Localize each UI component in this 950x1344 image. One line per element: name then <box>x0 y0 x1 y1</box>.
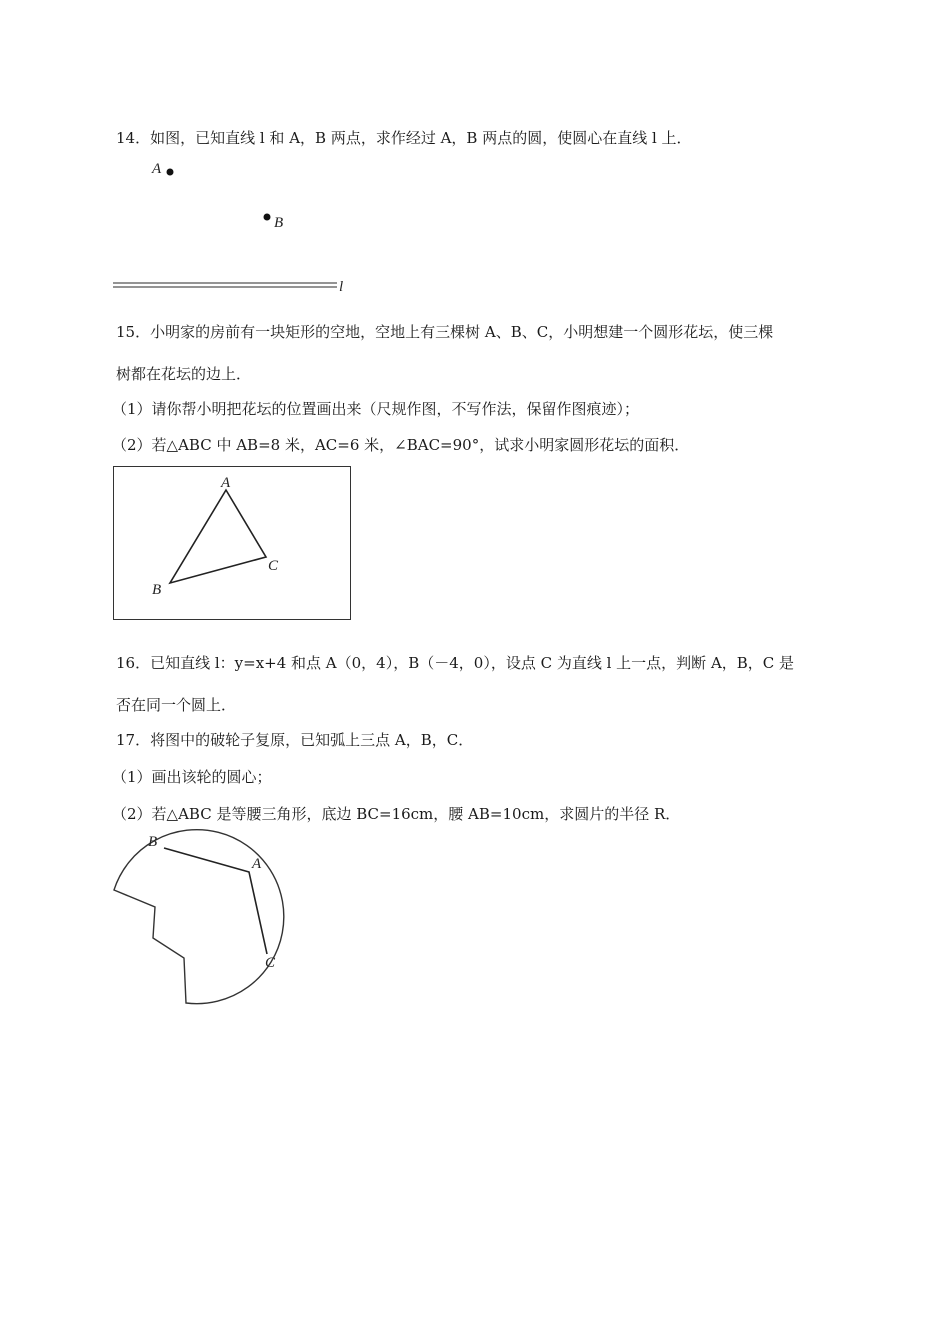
point-b-label: B <box>274 215 284 231</box>
line-l-label: l <box>339 279 344 295</box>
problem-15-figure <box>113 466 352 621</box>
problem-14-figure <box>110 155 360 300</box>
problem-15-text-line2: 树都在花坛的边上． <box>116 365 252 383</box>
problem-15-text-line1: 15．小明家的房前有一块矩形的空地，空地上有三棵树 A、B、C，小明想建一个圆形花坛，使三棵 <box>116 323 774 341</box>
problem-17-part2: （2）若△ABC 是等腰三角形，底边 BC=16cm，腰 AB=10cm，求圆片的半径 R． <box>112 805 681 823</box>
point-b-label: B <box>148 834 158 850</box>
problem-16-text-line2: 否在同一个圆上． <box>116 696 237 714</box>
empty-lot-rectangle <box>114 467 351 620</box>
problem-17-part1: （1）画出该轮的圆心； <box>112 768 272 786</box>
vertex-b-label: B <box>152 582 162 598</box>
problem-16-text-line1: 16．已知直线 l：y=x+4 和点 A（0，4），B（－4，0），设点 C 为直线 l 上一点，判断 A，B，C 是 <box>116 654 795 672</box>
vertex-c-label: C <box>268 558 279 574</box>
point-a-label: A <box>152 161 162 177</box>
point-a-dot <box>167 169 174 176</box>
problem-14-text: 14．如图，已知直线 l 和 A，B 两点，求作经过 A，B 两点的圆，使圆心在直线 l 上． <box>116 129 692 147</box>
triangle-abc <box>170 490 266 583</box>
problem-15-part2: （2）若△ABC 中 AB=8 米，AC=6 米，∠BAC=90°，试求小明家圆形花坛的面积． <box>112 436 690 454</box>
problem-17-figure <box>110 828 300 1008</box>
vertex-a-label: A <box>221 475 231 491</box>
point-c-label: C <box>265 955 276 971</box>
point-b-dot <box>264 214 271 221</box>
problem-15-part1: （1）请你帮小明把花坛的位置画出来（尺规作图，不写作法，保留作图痕迹）； <box>112 400 640 418</box>
problem-17-text: 17．将图中的破轮子复原，已知弧上三点 A，B，C． <box>116 731 474 749</box>
point-a-label: A <box>252 856 262 872</box>
